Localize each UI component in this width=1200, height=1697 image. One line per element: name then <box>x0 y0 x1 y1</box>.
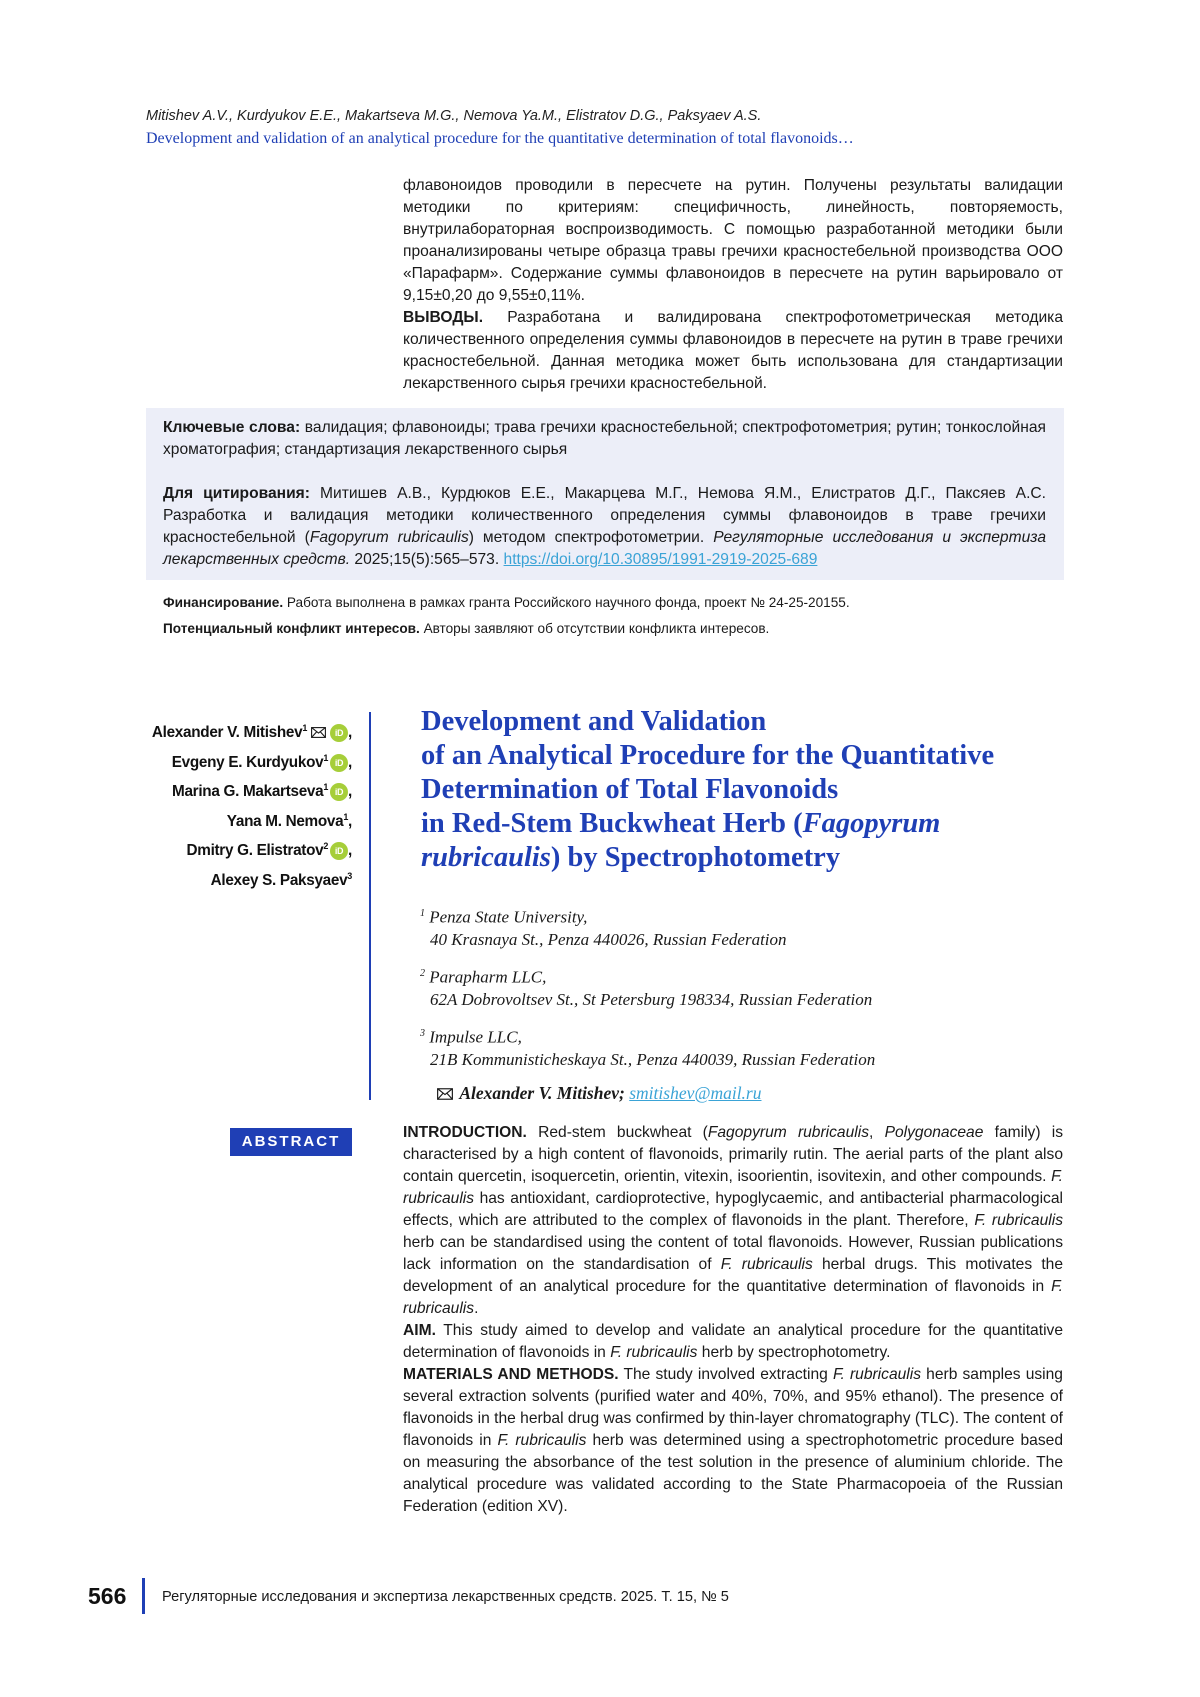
mail-icon <box>437 1088 453 1100</box>
citation <box>163 483 1046 571</box>
author-affiliation-sup: 1 <box>343 812 348 822</box>
author-affiliation-sup: 2 <box>323 841 328 851</box>
orcid-icon[interactable]: iD <box>330 783 348 801</box>
conflict-text: Авторы заявляют об отсутствии конфликта интересов. <box>424 621 770 636</box>
title-line-5 <box>421 841 1101 875</box>
intro-text: . <box>474 1300 478 1317</box>
funding-label: Финансирование. <box>163 595 283 610</box>
intro-text: family) is characterised by a high content of flavonoids, primarily rutin. The aerial parts of the plant also contain quercetin, isoquercetin, orientin, vitexin, isoorientin, isovitexin, and other compounds. <box>403 1124 1063 1185</box>
abstract-introduction <box>403 1122 1063 1320</box>
methods-text: herb samples using several extraction solvents (purified water and 40%, 70%, and 95% ethanol). The presence of flavonoids in the herbal drug was confirmed by thin-layer chromatography (TLC). The content of flavonoids in <box>403 1366 1063 1449</box>
keywords-text: валидация; флавоноиды; трава гречихи красностебельной; спектрофотометрия; рутин; тонкослойная хроматография; стандартизация лекарственного сырья <box>163 419 1046 458</box>
article-title <box>421 705 1101 875</box>
affiliation-address: 21B Kommunisticheskaya St., Penza 440039, Russian Federation <box>420 1049 1060 1071</box>
author-affiliation-sup: 1 <box>323 753 328 763</box>
running-header-authors: Mitishev A.V., Kurdyukov E.E., Makartseva M.G., Nemova Ya.M., Elistratov D.G., Paksyaev A.S. <box>146 108 761 124</box>
intro-latin: Fagopyrum rubricaulis <box>708 1124 869 1141</box>
author-separator: , <box>348 754 352 771</box>
aim-label: AIM. <box>403 1322 436 1339</box>
aim-latin: F. rubricaulis <box>610 1344 697 1361</box>
ru-conclusions-label: ВЫВОДЫ. <box>403 309 483 326</box>
abstract-badge: ABSTRACT <box>230 1128 352 1156</box>
intro-latin: Polygonaceae <box>885 1124 984 1141</box>
author-name: Alexander V. Mitishev <box>152 724 302 741</box>
intro-text: herb can be standardised using the content of total flavonoids. However, Russian publications lack information on the standardisation of <box>403 1234 1063 1273</box>
methods-text: The study involved extracting <box>623 1366 833 1383</box>
author-affiliation-sup: 3 <box>347 871 352 881</box>
keywords-label: Ключевые слова: <box>163 419 300 436</box>
title-line-4-text: in Red-Stem Buckwheat Herb ( <box>421 808 803 839</box>
page-number: 566 <box>88 1583 126 1610</box>
abstract-aim <box>403 1320 1063 1364</box>
ru-results: флавоноидов проводили в пересчете на рутин. Получены результаты валидации методики по критериям: специфичность, линейность, повторяемость, внутрилабораторная воспроизводимость. С помощью разработанной методики были проанализированы четыре образца травы гречихи красностебельной производства ООО «Парафарм». Содержание суммы флавоноидов в пересчете на рутин варьировало от 9,15±0,20 до 9,55±0,11%. <box>403 175 1063 307</box>
intro-latin: F. rubricaulis <box>403 1278 1063 1317</box>
intro-label: INTRODUCTION. <box>403 1124 527 1141</box>
ru-conclusions-text: Разработана и валидирована спектрофотометрическая методика количественного определения суммы флавоноидов в пересчете на рутин в траве гречихи красностебельной. Данная методика может быть использована для стандартизации лекарственного сырья гречихи красностебельной. <box>403 309 1063 392</box>
author-divider <box>369 712 371 1100</box>
affiliation-address: 40 Krasnaya St., Penza 440026, Russian Federation <box>420 929 1060 951</box>
ru-conclusions <box>403 307 1063 395</box>
affiliation-sup: 2 <box>420 968 425 979</box>
intro-text: has antioxidant, cardioprotective, hypoglycaemic, and antibacterial pharmacological effects, which are attributed to the complex of flavonoids in the plant. Therefore, <box>403 1190 1063 1229</box>
correspondence-email-link[interactable]: smitishev@mail.ru <box>629 1083 761 1103</box>
affiliation-name: Impulse LLC, <box>429 1028 522 1047</box>
aim-text: This study aimed to develop and validate an analytical procedure for the quantitative determination of flavonoids in <box>403 1322 1063 1361</box>
author-row <box>152 834 352 864</box>
affiliation-1 <box>420 903 1060 951</box>
author-row <box>152 864 352 894</box>
affiliation-address: 62A Dobrovoltsev St., St Petersburg 198334, Russian Federation <box>420 989 1060 1011</box>
orcid-icon[interactable]: iD <box>330 842 348 860</box>
citation-doi-link[interactable]: https://doi.org/10.30895/1991-2919-2025-689 <box>504 551 818 568</box>
author-name: Dmitry G. Elistratov <box>187 842 324 859</box>
funding <box>163 590 1043 616</box>
affiliation-name: Parapharm LLC, <box>429 968 546 987</box>
intro-text: Red-stem buckwheat ( <box>538 1124 708 1141</box>
intro-latin: F. rubricaulis <box>403 1168 1063 1207</box>
affiliation-3 <box>420 1023 1060 1071</box>
intro-latin: F. rubricaulis <box>721 1256 813 1273</box>
methods-latin: F. rubricaulis <box>833 1366 921 1383</box>
abstract-methods <box>403 1364 1063 1518</box>
footer-journal: Регуляторные исследования и экспертиза лекарственных средств. 2025. Т. 15, № 5 <box>162 1589 729 1605</box>
title-line-3: Determination of Total Flavonoids <box>421 773 1101 807</box>
orcid-icon[interactable]: iD <box>330 754 348 772</box>
title-latin-1: Fagopyrum <box>803 808 941 839</box>
citation-text-b: ) методом спектрофотометрии. <box>469 529 704 546</box>
author-separator: , <box>348 842 352 859</box>
title-line-4 <box>421 807 1101 841</box>
funding-text: Работа выполнена в рамках гранта Российского научного фонда, проект № 24-25-20155. <box>287 595 850 610</box>
orcid-icon[interactable]: iD <box>330 724 348 742</box>
correspondence-name: Alexander V. Mitishev; <box>459 1083 624 1103</box>
intro-text: herbal drugs. This motivates the development of an analytical procedure for the quantitative determination of flavonoids in <box>403 1256 1063 1295</box>
author-affiliation-sup: 1 <box>323 782 328 792</box>
author-list <box>152 716 352 894</box>
affiliation-2 <box>420 963 1060 1011</box>
conflict <box>163 616 1043 642</box>
title-latin-2: rubricaulis <box>421 842 551 873</box>
ru-abstract <box>403 175 1063 395</box>
author-row <box>152 775 352 805</box>
keywords-citation-box <box>146 408 1064 580</box>
intro-latin: F. rubricaulis <box>974 1212 1063 1229</box>
author-separator: , <box>348 813 352 830</box>
title-line-5-text: ) by Spectrophotometry <box>551 842 840 873</box>
citation-label: Для цитирования: <box>163 485 310 502</box>
affiliation-sup: 1 <box>420 908 425 919</box>
citation-text-a: Митишев А.В., Курдюков Е.Е., Макарцева М.Г., Немова Я.М., Елистратов Д.Г., Паксяев А.С. Разработка и валидация методики количественного определения суммы флавоноидов в траве гречихи красностебельной ( <box>163 485 1046 546</box>
author-row <box>152 716 352 746</box>
author-name: Alexey S. Paksyaev <box>211 872 348 889</box>
intro-text: , <box>869 1124 885 1141</box>
correspondence <box>433 1083 762 1104</box>
methods-label: MATERIALS AND METHODS. <box>403 1366 619 1383</box>
author-affiliation-sup: 1 <box>302 723 307 733</box>
citation-ref: 2025;15(5):565–573. <box>354 551 499 568</box>
author-name: Yana M. Nemova <box>227 813 344 830</box>
citation-latin: Fagopyrum rubricaulis <box>310 529 469 546</box>
affiliation-name: Penza State University, <box>429 908 587 927</box>
mail-icon[interactable] <box>311 727 326 738</box>
author-separator: , <box>348 783 352 800</box>
title-line-2: of an Analytical Procedure for the Quantitative <box>421 739 1101 773</box>
author-row <box>152 805 352 835</box>
author-name: Marina G. Makartseva <box>172 783 323 800</box>
funding-block <box>163 590 1043 642</box>
methods-text: herb was determined using a spectrophotometric procedure based on measuring the absorbance of the test solution in the presence of aluminium chloride. The analytical procedure was validated according to the State Pharmacopoeia of the Russian Federation (edition XV). <box>403 1432 1063 1515</box>
abstract-text <box>403 1122 1063 1518</box>
conflict-label: Потенциальный конфликт интересов. <box>163 621 420 636</box>
methods-latin: F. rubricaulis <box>497 1432 586 1449</box>
title-line-1: Development and Validation <box>421 705 1101 739</box>
aim-end: herb by spectrophotometry. <box>702 1344 891 1361</box>
affiliation-sup: 3 <box>420 1028 425 1039</box>
footer-divider <box>142 1578 145 1614</box>
author-row <box>152 746 352 776</box>
keywords <box>163 417 1046 461</box>
citation-journal: Регуляторные исследования и экспертиза лекарственных средств. <box>163 529 1046 568</box>
running-header-title: Development and validation of an analytical procedure for the quantitative determination of total flavonoids… <box>146 130 854 148</box>
author-name: Evgeny E. Kurdyukov <box>172 754 324 771</box>
author-separator: , <box>348 724 352 741</box>
